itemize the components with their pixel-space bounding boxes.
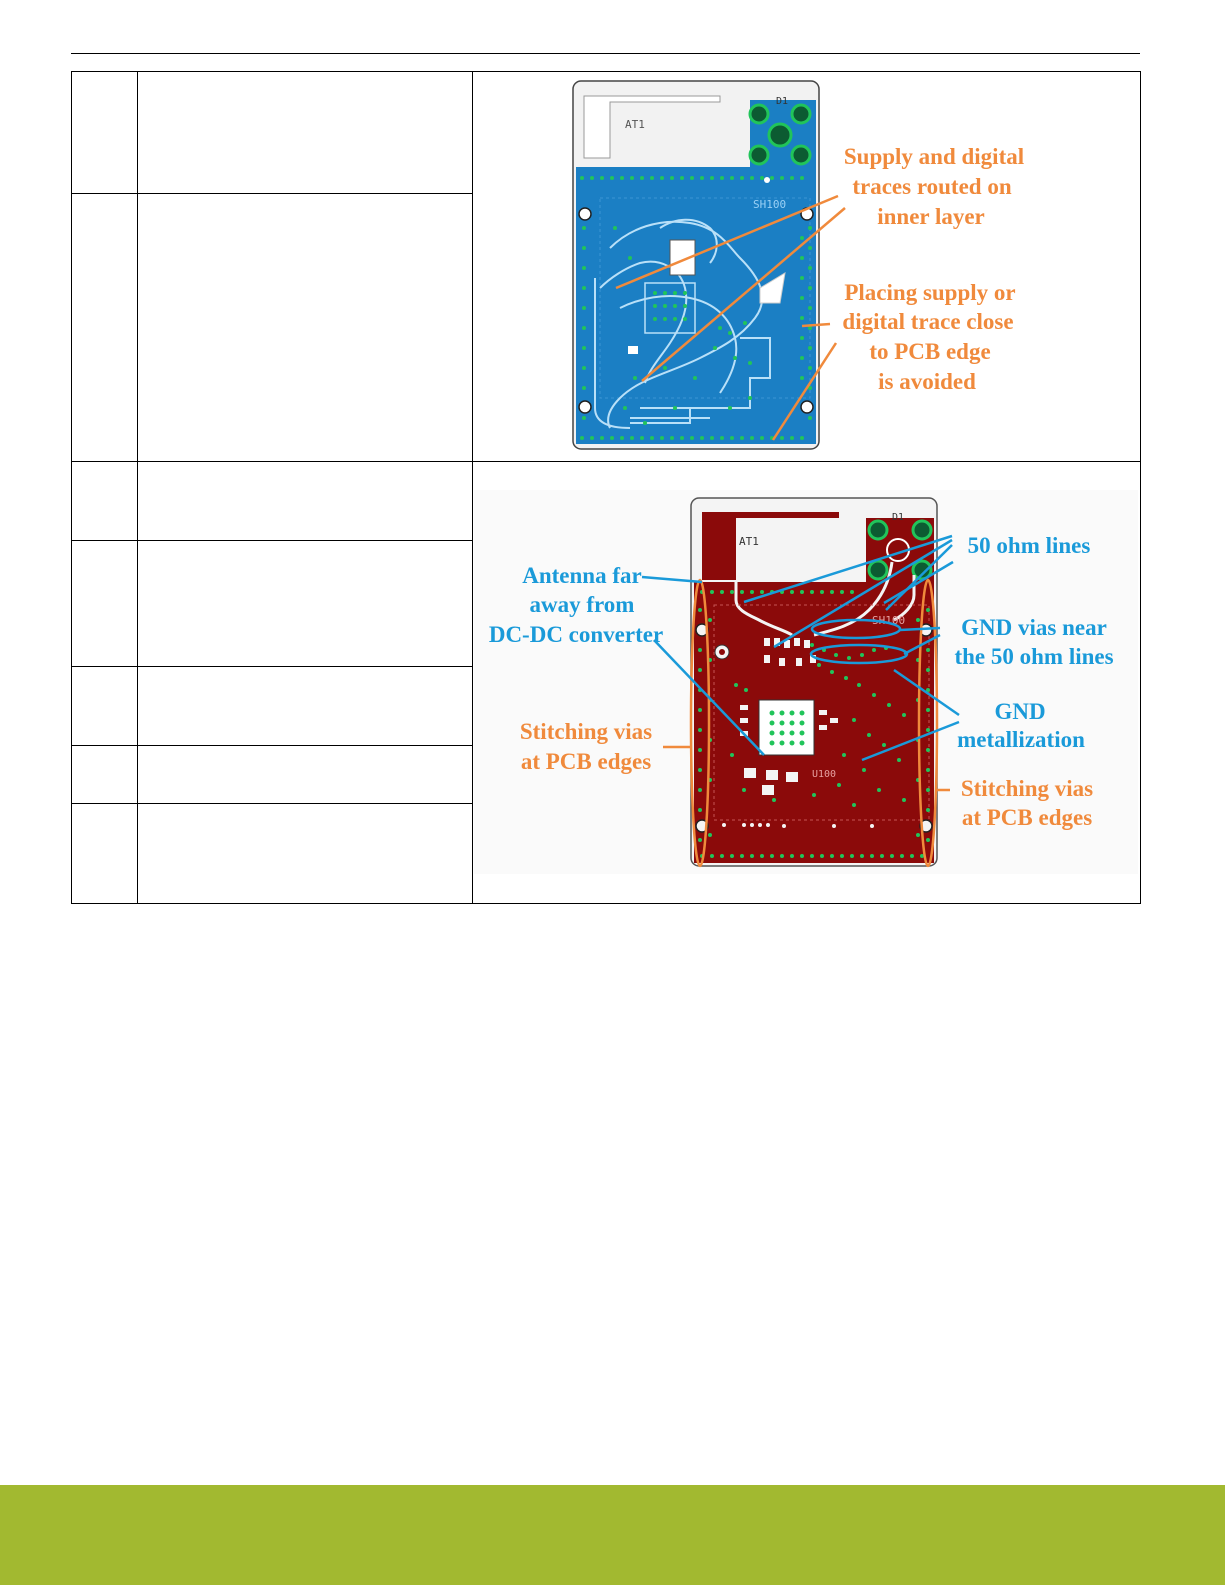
antenna-label: AT1 <box>739 535 759 548</box>
main-ic <box>759 700 814 755</box>
svg-text:is avoided: is avoided <box>878 369 976 394</box>
footer-band <box>0 1485 1225 1585</box>
table-cell-index <box>71 540 138 667</box>
header-rule <box>71 53 1140 54</box>
led-label: D1 <box>892 512 905 523</box>
svg-text:GND: GND <box>994 699 1046 724</box>
svg-text:away from: away from <box>529 592 635 617</box>
table-cell-text <box>137 461 473 541</box>
table-cell-index <box>71 745 138 804</box>
shield-label: SH100 <box>872 614 906 627</box>
ic-label: U100 <box>812 769 837 780</box>
svg-text:DC-DC converter: DC-DC converter <box>488 622 664 647</box>
svg-text:Placing supply or: Placing supply or <box>844 280 1016 305</box>
svg-text:Stitching vias: Stitching vias <box>960 776 1094 801</box>
svg-text:at PCB edges: at PCB edges <box>961 805 1093 830</box>
annotation-supply-digital <box>844 144 1024 229</box>
shield-label: SH100 <box>753 198 787 211</box>
table-cell-text <box>137 745 473 804</box>
svg-text:at PCB edges: at PCB edges <box>520 749 652 774</box>
svg-text:Supply and digital: Supply and digital <box>843 144 1025 169</box>
led-label: D1 <box>776 96 789 107</box>
svg-text:traces routed on: traces routed on <box>852 174 1012 199</box>
antenna-label: AT1 <box>625 118 645 131</box>
table-cell-text <box>137 540 473 667</box>
table-cell-text <box>137 666 473 746</box>
table-cell-text <box>137 71 473 194</box>
table-cell-index <box>71 461 138 541</box>
table-cell-text <box>137 803 473 904</box>
table-cell-index <box>71 71 138 194</box>
table-cell-text <box>137 193 473 462</box>
svg-text:inner layer: inner layer <box>877 204 985 229</box>
table-cell-index <box>71 803 138 904</box>
pcb-top-layer-figure <box>474 490 1138 874</box>
table-cell-index <box>71 666 138 746</box>
pcb-inner-layer-figure <box>570 78 1040 454</box>
svg-text:Antenna far: Antenna far <box>522 563 642 588</box>
svg-text:Stitching vias: Stitching vias <box>519 719 653 744</box>
annotation-50-ohm-lines: 50 ohm lines <box>967 533 1091 558</box>
table-cell-index <box>71 193 138 462</box>
svg-text:metallization: metallization <box>957 727 1085 752</box>
svg-text:the 50 ohm lines: the 50 ohm lines <box>954 644 1114 669</box>
svg-text:GND vias near: GND vias near <box>961 615 1107 640</box>
svg-text:digital trace close: digital trace close <box>842 309 1014 334</box>
svg-text:to PCB edge: to PCB edge <box>869 339 991 364</box>
annotation-placing-avoided <box>842 280 1015 394</box>
